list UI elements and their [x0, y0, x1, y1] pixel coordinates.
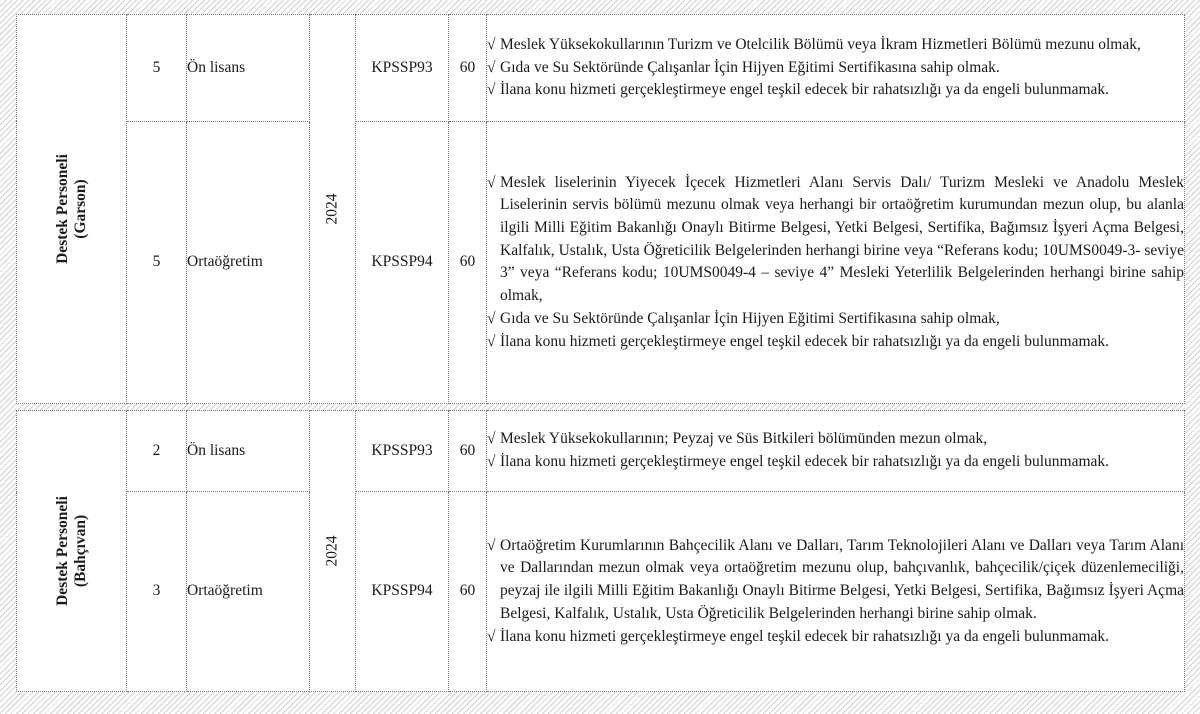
minimum-score: 60: [449, 121, 487, 403]
table-row: [17, 15, 1185, 122]
minimum-score: 60: [449, 492, 487, 692]
check-mark-icon: √: [487, 627, 496, 645]
qualifications-cell: [487, 121, 1185, 403]
position-group-cell: [17, 411, 127, 692]
qualifications-cell: [487, 15, 1185, 122]
qualification-item: √ İlana konu hizmeti gerçekleştirmeye engel teşkil edecek bir rahatsızlığı ya da engeli bulunmamak.: [487, 331, 1184, 354]
staff-requirements-table: [16, 14, 1185, 692]
position-count: 5: [127, 15, 187, 122]
kpss-year-cell: [310, 411, 356, 692]
qualifications-cell: [487, 411, 1185, 492]
qualification-item: √ İlana konu hizmeti gerçekleştirmeye engel teşkil edecek bir rahatsızlığı ya da engeli bulunmamak.: [487, 451, 1184, 474]
check-mark-icon: √: [487, 81, 496, 99]
position-count: 5: [127, 121, 187, 403]
check-mark-icon: √: [487, 35, 496, 53]
position-title: Destek Personeli (Garson): [53, 154, 89, 264]
qualification-item: √ Meslek Yüksekokullarının Turizm ve Otelcilik Bölümü veya İkram Hizmetleri Bölümü mezunu olmak,: [487, 34, 1184, 57]
check-mark-icon: √: [487, 453, 496, 471]
qualification-item: √ Gıda ve Su Sektöründe Çalışanlar İçin Hijyen Eğitimi Sertifikasına sahip olmak.: [487, 57, 1184, 80]
qualification-item: √ Gıda ve Su Sektöründe Çalışanlar İçin Hijyen Eğitimi Sertifikasına sahip olmak,: [487, 308, 1184, 331]
position-group-cell: [17, 15, 127, 404]
kpss-year: 2024: [323, 535, 341, 567]
qualification-item: √ Meslek Yüksekokullarının; Peyzaj ve Süs Bitkileri bölümünden mezun olmak,: [487, 428, 1184, 451]
minimum-score: 60: [449, 411, 487, 492]
check-mark-icon: √: [487, 173, 496, 191]
minimum-score: 60: [449, 15, 487, 122]
check-mark-icon: √: [487, 58, 496, 76]
education-level: Ortaöğretim: [187, 492, 310, 692]
check-mark-icon: √: [487, 430, 496, 448]
education-level: Ön lisans: [187, 15, 310, 122]
check-mark-icon: √: [487, 309, 496, 327]
qualification-item: √ Meslek liselerinin Yiyecek İçecek Hizmetleri Alanı Servis Dalı/ Turizm Mesleki ve Anadolu Meslek Liselerinin servis bölümü mezunu olmak veya herhangi bir ortaöğretim kurumundan mezun olup, bu alanla ilgili Milli Eğitim Bakanlığı Onaylı Bitirme Belgesi, Yetki Belgesi, Sertifika, Bağımsız İşyeri Açma Belgesi, Kalfalık, Ustalık, Usta Öğreticilik Belgelerinden herhangi birine veya “Referans kodu; 10UMS0049-3- seviye 3” veya “Referans kodu; 10UMS0049-4 – seviye 4” Mesleki Yeterlilik Belgelerinden herhangi birine sahip olmak,: [487, 173, 1184, 305]
kpss-score-type: KPSSP93: [356, 411, 449, 492]
qualification-item: √ Ortaöğretim Kurumlarının Bahçecilik Alanı ve Dalları, Tarım Teknolojileri Alanı ve Dalları veya Tarım Alanı ve Dallarından mezun olmak veya ortaöğretim mezunu olup, bahçıvanlık, bahçecilik/çiçek düzenlemeciliği, peyzaj ile ilgili Milli Eğitim Bakanlığı Onaylı Bitirme Belgesi, Yetki Belgesi, Sertifika, Bağımsız İşyeri Açma Belgesi, Kalfalık, Ustalık, Usta Öğreticilik Belgelerinden herhangi birine sahip olmak.: [487, 536, 1184, 622]
check-mark-icon: √: [487, 332, 496, 350]
qualification-item: √ İlana konu hizmeti gerçekleştirmeye engel teşkil edecek bir rahatsızlığı ya da engeli bulunmamak.: [487, 79, 1184, 102]
kpss-score-type: KPSSP94: [356, 121, 449, 403]
kpss-score-type: KPSSP94: [356, 492, 449, 692]
qualification-item: √ İlana konu hizmeti gerçekleştirmeye engel teşkil edecek bir rahatsızlığı ya da engeli bulunmamak.: [487, 626, 1184, 649]
kpss-year: 2024: [323, 193, 341, 225]
qualifications-cell: [487, 492, 1185, 692]
position-count: 3: [127, 492, 187, 692]
table-row: [17, 121, 1185, 403]
education-level: Ön lisans: [187, 411, 310, 492]
position-count: 2: [127, 411, 187, 492]
kpss-score-type: KPSSP93: [356, 15, 449, 122]
group-divider: [17, 404, 1185, 411]
education-level: Ortaöğretim: [187, 121, 310, 403]
check-mark-icon: √: [487, 536, 496, 554]
kpss-year-cell: [310, 15, 356, 404]
position-title: Destek Personeli (Bahçıvan): [53, 496, 89, 606]
table-row: [17, 411, 1185, 492]
table-row: [17, 492, 1185, 692]
